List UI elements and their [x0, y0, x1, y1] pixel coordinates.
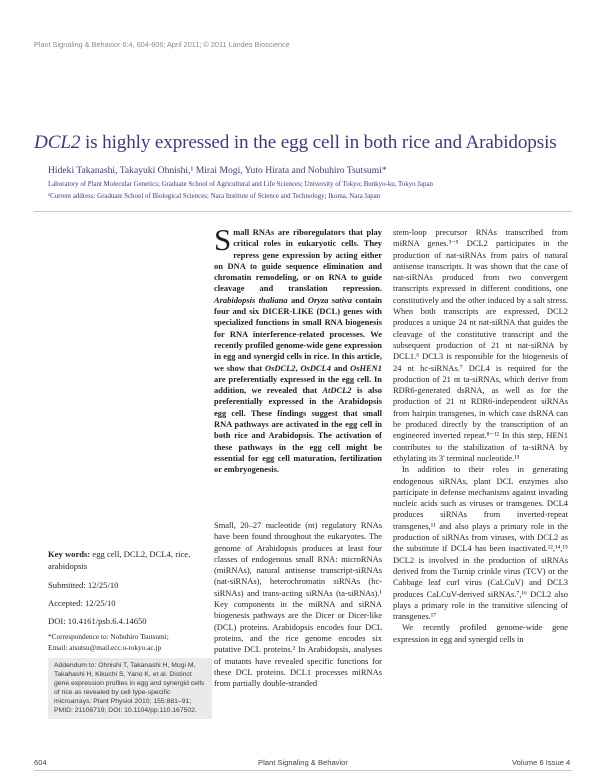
affiliation-primary: Laboratory of Plant Molecular Genetics; Graduate School of Agricultural and Life Sciences; University of Tokyo; Bunkyo-ku, Tokyo Japan [48, 181, 433, 188]
body-column-2 [393, 227, 568, 645]
gene-atdcl2: AtDCL2 [322, 385, 352, 396]
body-paragraph: We recently profiled genome-wide gene expression in egg and synergid cells in [393, 622, 568, 644]
body-paragraph: stem-loop precursor RNAs transcribed from miRNA genes.³⁻⁵ DCL2 participates in the production of nat-siRNAs from pairs of natural antisense transcripts. It was shown that the case of nat-siRNAs produced from two convergent transcripts expressed in different conditions, one constitutively and the other induced by a salt stress. When both transcripts are expressed, DCL2 produces a unique 24 nt nat-siRNA that guides the cleavage of the constitutive transcript and the subsequent production of 21 nt nat-siRNA by DCL1.⁶ DCL3 is responsible for the biogenesis of 24 nt hc-siRNAs.⁷ DCL4 is required for the production of 21 nt ta-siRNAs, which derive from RDR6-generated dsRNA, as well as for the production of 21 nt RDR6-independent siRNAs from hairpin transgenes, in which case dsRNA can be produced directly by the transcription of an engineered inverted repeat.⁸⁻¹² In this step, HEN1 contributes to the stabilization of ta-siRNA by ethylating its 3' terminal nucleotide.¹³ [393, 227, 568, 463]
footer-journal: Plant Signaling & Behavior [258, 758, 348, 767]
page-number: 604 [34, 758, 47, 767]
gene-oshen1: OsHEN1 [350, 362, 382, 373]
title-gene: DCL2 [34, 132, 81, 153]
addendum-text: Addendum to: Ohnishi T, Takanashi H, Mogi M, Takahashi H, Kikuchi S, Yano K, et al. Distinct gene expression profiles in egg and synergid cells of rice as revealed by cell type-specific microarrays. Plant Physiol 2010; 155:881–91; PMID: 21106719; DOI: 10.1104/pp.110.167502. [54, 662, 205, 714]
addendum-box [48, 658, 212, 719]
species-rice: Oryza sativa [307, 294, 352, 305]
abstract-conj-2: and [330, 362, 351, 373]
gene-osdcl4: OsDCL4 [300, 362, 331, 373]
keywords [48, 549, 198, 572]
body-paragraph: Small, 20–27 nucleotide (nt) regulatory RNAs have been found throughout the eukaryotes. The genome of Arabidopsis produces at least four classes of endogenous small RNA: microRNAs (miRNAs), natural antisense transcript-siRNAs (nat-siRNAs), heterochromatin siRNAs (hc-siRNAs) and trans-acting siRNAs (ta-siRNAs).¹ Key components in the miRNA and siRNA biogenesis pathways are the Dicer or Dicer-like (DCL) proteins. Arabidopsis encodes four DCL proteins, and the rice genome encodes six putative DCL proteins.² In Arabidopsis, analyses of mutants have revealed specific functions for these DCL proteins. DCL1 processes miRNAs from partially double-stranded [214, 520, 382, 689]
body-paragraph: In addition to their roles in generating endogenous siRNAs, plant DCL enzymes also participate in defense mechanisms against invading nucleic acids such as viruses or transgenes. DCL4 produces siRNAs from inverted-repeat transgenes,¹¹ and also plays a primary role in the production of siRNAs from viruses, with DCL2 as the substitute if DCL4 has been inactivated.¹²,¹⁴,¹⁵ DCL2 is involved in the production of siRNAs derived from the Turnip crinkle virus (TCV) or the Cabbage leaf curl virus (CaLCuV) and DCL3 produces CaLCuV-derived siRNAs.⁷,¹⁶ DCL2 also plays a primary role in the transitive silencing of transgenes.¹⁷ [393, 464, 568, 622]
journal-header: Plant Signaling & Behavior 6:4, 604-606; April 2011; © 2011 Landes Bioscience [34, 40, 290, 49]
doi: DOI: 10.4161/psb.6.4.14650 [48, 616, 147, 626]
abstract-conj-1: and [287, 294, 308, 305]
footer-divider [34, 770, 572, 771]
drop-cap: S [214, 222, 232, 257]
abstract [214, 222, 383, 476]
title-text: is highly expressed in the egg cell in both rice and Arabidopsis [80, 132, 557, 153]
keywords-list: egg cell, DCL2, DCL4, rice, arabidopsis [48, 549, 191, 571]
abstract-text-1: mall RNAs are riboregulators that play critical roles in eukaryotic cells. They repress gene expression by acting either on DNA to guide sequence elimination and chromatin remodeling, or on RNA to guide cleavage and translation repression. [214, 227, 382, 294]
gene-osdcl2: OsDCL2 [265, 362, 296, 373]
correspondence: *Correspondence to: Nobuhiro Tsutsumi; [48, 632, 169, 641]
keywords-label: Key words: [48, 549, 91, 559]
author-list: Hideki Takanashi, Takayuki Ohnishi,¹ Mirai Mogi, Yuto Hirata and Nobuhiro Tsutsumi* [48, 165, 387, 176]
header-divider [34, 211, 572, 212]
email-link[interactable]: Email: atsutsu@mail.ecc.u-tokyo.ac.jp [48, 643, 162, 652]
body-column-1 [214, 520, 382, 689]
footer-volume: Volume 6 Issue 4 [512, 758, 571, 767]
accepted-date: Accepted: 12/25/10 [48, 598, 116, 608]
abstract-text-4: is also preferentially expressed in the Arabidopsis egg cell. These findings suggest that small RNA pathways are activated in the egg cell in both rice and Arabidopsis. The activation of these pathways in the egg cell might be essential for egg cell maturation, fertilization or embryogenesis. [214, 385, 383, 475]
abstract-text-3: are preferentially expressed in the egg cell. In addition, we revealed that [214, 373, 382, 396]
abstract-text-2: contain four and six DICER-LIKE (DCL) genes with specialized functions in small RNA biogenesis for RNA interference-related processes. We recently profiled genome-wide gene expression in egg and synergid cells in rice. In this article, we show that [214, 294, 382, 373]
article-title [34, 132, 574, 154]
abstract-sep: , [295, 362, 301, 373]
submitted-date: Submitted: 12/25/10 [48, 580, 119, 590]
species-arabidopsis: Arabidopsis thaliana [214, 294, 288, 305]
affiliation-current: ¹Current address: Graduate School of Biological Sciences; Nara Institute of Science and Technology; Ikoma, Nara Japan [48, 193, 381, 200]
